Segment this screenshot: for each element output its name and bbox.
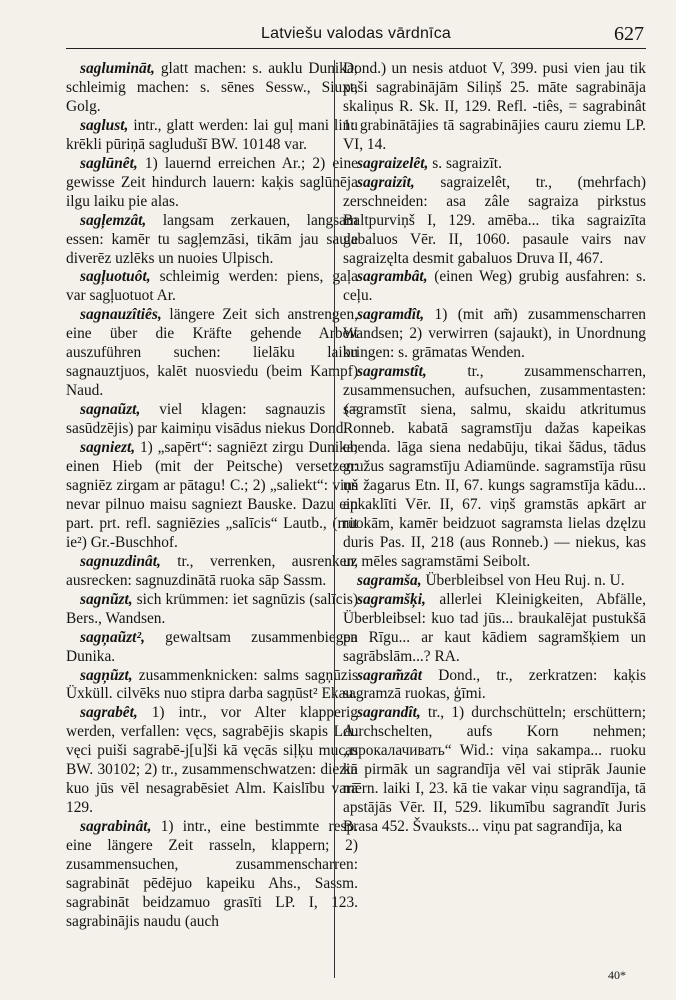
dictionary-entry bbox=[66, 60, 358, 117]
entry-headword: sagraizelêt, bbox=[357, 154, 429, 172]
entry-headword: sagnuzdinât, bbox=[80, 552, 161, 570]
entry-headword: sagrambât, bbox=[357, 268, 428, 286]
entry-definition: tr., zusammenscharren, zusammensuchen, aufsuchen, zusammentasten: sagramstīt siena, salmu, skaidu atkritumus Ronneb. kabatā sagramstīju dažas kapeikas ebenda. lāga siena nedabūju, tikai šādus, tādus gružus sagramstīju Adiamünde. sagramstīja rūsu un žagarus Etn. II, 67. kungs sagramstīja kādu... apkaklīti Vēr. II, 67. viņš gramstās apkārt ar ruokām, kamēr beidzuot sagramsta lielas dzęlzu duris Pas. II, 218 (aus Ronneb.) — niekus, kas uz mēles sagramstāmi Seibolt. bbox=[343, 363, 646, 570]
dictionary-entry bbox=[343, 60, 646, 155]
entry-headword: saglūnêt, bbox=[80, 154, 138, 172]
entry-definition: glatt machen: s. auklu Dunika; schleimig machen: s. sēnes Sessw., Siuxt, Golg. bbox=[66, 60, 358, 115]
entry-definition: 1) (mit am̃) zusammenscharren Wandsen; 2) verwirren (sajaukt), in Unordnung bringen: s. grāmatas Wenden. bbox=[343, 306, 646, 362]
dictionary-entry bbox=[66, 268, 358, 306]
entry-definition: Überbleibsel von Heu Ruj. n. U. bbox=[425, 571, 625, 589]
entry-definition: 1) „sapērt“: sagniēzt zirgu Dunika; einen Hieb (mit der Peitsche) versetzen: sagniēz zirgam ar pātagu! C.; 2) „saliekt“: viņš nevar pilnuo maisu sagniezt Bauske. Dazu ein part. prt. refl. sagniēzies „salīcis“ Lautb., (mit ie²) Gr.-Buschhof. bbox=[66, 439, 358, 551]
entry-definition: (einen Weg) grubig ausfahren: s. ceļu. bbox=[343, 268, 646, 305]
entry-headword: saglumināt, bbox=[80, 60, 155, 77]
dictionary-entry bbox=[66, 553, 358, 591]
dictionary-entry bbox=[343, 572, 646, 591]
entry-headword: sagņaũzt², bbox=[80, 628, 145, 646]
page-number: 627 bbox=[614, 23, 644, 45]
entry-headword: sagram̃zât bbox=[357, 666, 422, 684]
entry-definition: tr., 1) durchschütteln; erschüttern; durchschelten, aufs Korn nehmen; „прокалачивать“ Wid.: viņa sakampa... ruoku kā pirmāk un sagrandīja vēl vai stiprāk Jaunie mērn. laiki I, 23. kā tie vakar viņu sagrandīja, tā apstājās Vēr. II, 529. likumību sagrandīt Juris Brasa 452. Švauksts... viņu pat sagrandīja, ka bbox=[343, 704, 646, 836]
dictionary-entry bbox=[66, 439, 358, 553]
entry-definition: s. sagraizīt. bbox=[432, 154, 502, 172]
entry-definition: 1) lauernd erreichen Ar.; 2) eine gewisse Zeit hindurch lauern: kaķis saglūnēja ilgu laiku pie alas. bbox=[66, 154, 358, 210]
entry-headword: sagramdît, bbox=[357, 306, 425, 324]
entry-headword: sagļuotuôt, bbox=[80, 268, 151, 286]
entry-definition: sich krümmen: iet sagnūzis (salīcis) Bers., Wandsen. bbox=[66, 590, 358, 627]
entry-definition: sagraizelêt, tr., (mehrfach) zerschneiden: asa zâle sagraiza pirkstus Baltpurviņš I, 129. amēba... tika sagraizīta gabaluos Vēr. II, 1060. pasaule vairs nav sagraizęlta desmit gabaluos Druva II, 467. bbox=[343, 173, 646, 267]
entry-headword: sagraizît, bbox=[357, 173, 415, 191]
dictionary-entry bbox=[66, 306, 358, 401]
entry-headword: sagrabêt, bbox=[80, 704, 138, 722]
dictionary-entry bbox=[66, 629, 358, 667]
dictionary-entry bbox=[66, 212, 358, 269]
entry-definition: allerlei Kleinigkeiten, Abfälle, Überbleibsel: kuo tad jūs... braukalējat pustukšā pa Rīgu... ar kaut kādiem sagramšķiem un sagrābslām...? RA. bbox=[343, 590, 646, 665]
entry-definition: gewaltsam zusammenbiegen Dunika. bbox=[66, 628, 358, 665]
dictionary-entry bbox=[343, 306, 646, 363]
entry-headword: sagniezt, bbox=[80, 439, 136, 457]
dictionary-entry bbox=[66, 667, 358, 705]
dictionary-entry bbox=[66, 401, 358, 439]
entry-headword: sagnũzt, bbox=[80, 590, 133, 608]
entry-definition: längere Zeit sich anstrengen, eine über die Kräfte gehende Arbeit auszuführen suchen: lielāku laiku sagnauztjuos, kalēt nuosviedu (beim Kampf) Naud. bbox=[66, 306, 358, 400]
left-column bbox=[66, 60, 358, 932]
entry-headword: sagramša, bbox=[357, 571, 422, 589]
entry-headword: sagņũzt, bbox=[80, 666, 133, 684]
entry-definition: schleimig werden: piens, gaļa var sagļuotuot Ar. bbox=[66, 268, 358, 305]
running-title: Latviešu valodas vārdnīca bbox=[261, 25, 451, 42]
dictionary-entry bbox=[343, 174, 646, 269]
entry-definition: Dond., tr., zerkratzen: kaķis sagramzā ruokas, ģīmi. bbox=[343, 666, 646, 703]
dictionary-entry bbox=[66, 117, 358, 155]
dictionary-entry bbox=[343, 363, 646, 571]
entry-definition: langsam zerkauen, langsam essen: kamēr tu sagļemzāsi, tikām jau saule diverēz uzlēks un nuoies Ulpisch. bbox=[66, 211, 358, 267]
entry-headword: sagramstît, bbox=[357, 363, 427, 381]
entry-headword: sagnaũzt, bbox=[80, 401, 141, 419]
dictionary-entry bbox=[343, 268, 646, 306]
page-header bbox=[66, 22, 646, 49]
signature-mark: 40* bbox=[608, 968, 626, 982]
entry-headword: sagļemzât, bbox=[80, 211, 147, 229]
dictionary-entry bbox=[66, 704, 358, 818]
dictionary-entry bbox=[343, 591, 646, 667]
entry-definition: tr., verrenken, ausrenken, ausrecken: sagnuzdinātā ruoka sāp Sassm. bbox=[66, 552, 358, 589]
entry-definition: 1) intr., eine bestimmte resp. eine längere Zeit rasseln, klappern; 2) zusammensuchen, zusammenscharren: sagrabināt pēdējuo kapeiku Ahs., Sassm. sagrabināt beidzamuo grasīti LP. I, 123. sagrabinājis naudu (auch bbox=[66, 818, 358, 930]
dictionary-entry bbox=[343, 667, 646, 705]
dictionary-entry bbox=[66, 818, 358, 932]
entry-definition: zusammenknicken: salms sagņūzis Üxküll. cilvēks nuo stipra darba sagņūst² Ekau. bbox=[66, 666, 358, 703]
dictionary-entry bbox=[66, 155, 358, 212]
dictionary-entry bbox=[343, 155, 646, 174]
dictionary-entry bbox=[66, 591, 358, 629]
entry-headword: sagramšķi, bbox=[357, 590, 426, 608]
entry-headword: sagrandît, bbox=[357, 704, 421, 722]
entry-definition: viel klagen: sagnauzis (= sasūdzējis) par kaimiņu visādus niekus Dond. bbox=[66, 401, 358, 438]
entry-headword: sagnauzîtiês, bbox=[80, 306, 162, 324]
entry-definition: 1) intr., vor Alter klapperig werden, verfallen: vęcs, sagrabējis skapis LA. vęci puiši sagrabē-j[u]ši kā vęcās siļķu mucas BW. 30102; 2) tr., zusammenschwatzen: diezin kuo jūs vēl nesagrabēsiet Alm. Kaislību varā 129. bbox=[66, 704, 358, 817]
entry-headword: saglust, bbox=[80, 116, 129, 134]
entry-definition: intr., glatt werden: lai guļ mani linu krēkli pūriņā sagludušī BW. 10148 var. bbox=[66, 116, 358, 153]
dictionary-entry bbox=[343, 704, 646, 837]
column-divider bbox=[334, 60, 335, 978]
right-column bbox=[343, 60, 646, 837]
entry-definition: Dond.) un nesis atduot V, 399. pusi vien jau tik paši sagrabinājām Siliņš 25. māte sagrabināja skaliņus R. Sk. II, 129. Refl. -tiês, = sagrabinât 1: grabinātājies tā sagrabinājies cauru ziemu LP. VI, 14. bbox=[343, 60, 646, 153]
entry-headword: sagrabinât, bbox=[80, 818, 152, 836]
